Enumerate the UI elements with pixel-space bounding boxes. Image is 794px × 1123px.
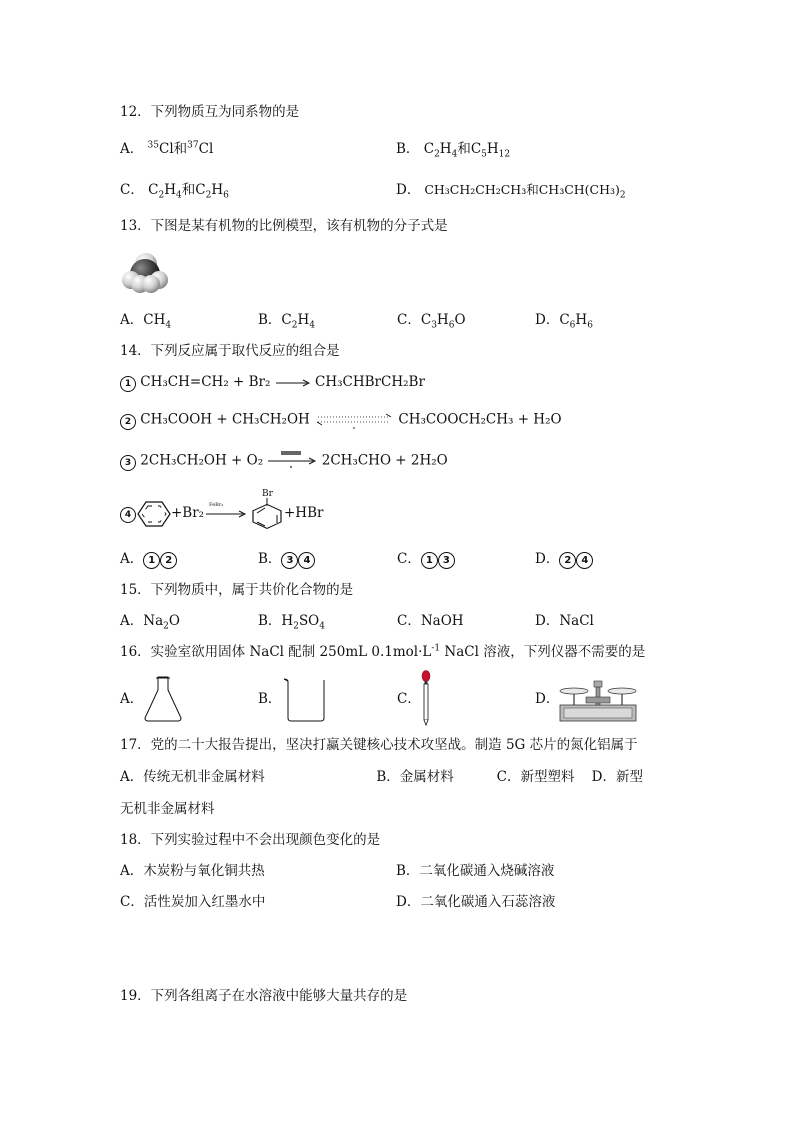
q12-stem: 12．下列物质互为同系物的是 — [120, 104, 300, 120]
q13-option-a[interactable]: A．$CH_4$ — [120, 312, 172, 331]
q16-option-d-label[interactable]: D． — [535, 691, 560, 707]
formula: $C_2H_4$ — [148, 182, 182, 201]
reaction-lhs: CH₃CH=CH₂ + Br₂ — [140, 374, 271, 390]
reaction-lhs: CH₃COOH + CH₃CH₂OH — [140, 411, 310, 428]
q14-option-d[interactable]: D． 2 4 — [535, 550, 593, 569]
q12-option-c[interactable] — [120, 181, 229, 199]
q14-option-c[interactable]: C． 1 3 — [397, 550, 455, 569]
q15-option-d[interactable]: D．NaCl — [535, 613, 594, 629]
reaction-4-rhs: +HBr — [284, 505, 324, 521]
q18-stem: 18．下列实验过程中不会出现颜色变化的是 — [120, 832, 381, 848]
q15-option-b[interactable]: B．$H_2SO_4$ — [258, 613, 325, 632]
conical-flask-icon[interactable] — [143, 676, 183, 722]
reaction-rhs: 2CH₃CHO + 2H₂O — [321, 452, 448, 469]
q16-stem: 16．实验室欲用固体 NaCl 配制 250mL $0.1mol\cdot L^{-1}$ NaCl 溶液，下列仪器不需要的是 — [120, 643, 646, 660]
q13-option-c[interactable]: C．$C_3H_6O$ — [397, 312, 466, 331]
q18-option-d[interactable]: D．二氧化碳通入石蕊溶液 — [396, 894, 556, 910]
q17-stem: 17．党的二十大报告提出，坚决打赢关键核心技术攻坚战。制造 5G 芯片的氮化铝属于 — [120, 737, 638, 753]
conjunction: 和 — [173, 141, 188, 157]
reaction-lhs: 2CH₃CH₂OH + O₂ — [140, 452, 264, 469]
q15-option-a[interactable]: A．$Na_2O$ — [120, 613, 180, 632]
q13-stem: 13．下图是某有机物的比例模型，该有机物的分子式是 — [120, 218, 448, 234]
equilibrium-arrow — [314, 409, 394, 431]
mass-number: 37 — [187, 140, 199, 151]
q17-options-line[interactable]: A．传统无机非金属材料 B．金属材料 C．新型塑料 D．新型 — [120, 769, 643, 785]
space-filling-model-image — [121, 250, 171, 294]
q13-option-d[interactable]: D．$C_6H_6$ — [535, 312, 593, 331]
subscript: 2 — [619, 190, 626, 201]
circled-number: 1 — [120, 376, 136, 392]
formula: $C_2H_4$ — [423, 141, 458, 160]
conjunction: 和 — [457, 141, 471, 157]
element: Cl — [198, 141, 214, 157]
reaction-rhs: CH₃CHBrCH₂Br — [315, 374, 425, 390]
reaction-arrow — [205, 510, 247, 518]
q14-option-a[interactable]: A． 1 2 — [120, 550, 177, 569]
q18-option-a[interactable]: A．木炭粉与氧化铜共热 — [120, 863, 265, 879]
conjunction: 和 — [181, 182, 196, 198]
reaction-4-lhs: +Br₂ — [171, 505, 205, 521]
circled-number: 4 — [120, 507, 136, 523]
reaction-rhs: CH₃COOCH₂CH₃ + H₂O — [398, 411, 562, 428]
q13-option-b[interactable]: B．$C_2H_4$ — [258, 312, 316, 331]
circled-number: 3 — [120, 455, 136, 471]
balance-scale-icon[interactable] — [556, 675, 640, 725]
formula: CH₃CH₂CH₂CH₃ — [424, 182, 527, 197]
dropper-icon[interactable] — [418, 670, 434, 726]
q12-option-b[interactable] — [396, 140, 510, 158]
q12-option-a[interactable] — [120, 140, 213, 158]
q15-option-c[interactable]: C．NaOH — [397, 613, 464, 629]
q16-option-b-label[interactable]: B． — [258, 691, 282, 707]
q12-option-d[interactable] — [396, 181, 626, 199]
bromobenzene-icon — [249, 498, 285, 530]
reaction-1 — [120, 373, 425, 392]
formula: CH₃CH(CH₃) — [538, 182, 620, 197]
option-label: D． — [396, 182, 421, 198]
reaction-3 — [120, 451, 448, 471]
reaction-arrow — [267, 451, 317, 471]
formula: $C_2H_6$ — [195, 182, 229, 201]
option-label: C． — [120, 182, 144, 198]
q19-stem: 19．下列各组离子在水溶液中能够大量共存的是 — [120, 988, 408, 1004]
q14-option-b[interactable]: B． 3 4 — [258, 550, 315, 569]
circled-number: 2 — [120, 414, 136, 430]
q18-option-c[interactable]: C．活性炭加入红墨水中 — [120, 894, 266, 910]
q15-stem: 15．下列物质中，属于共价化合物的是 — [120, 582, 354, 598]
q16-option-c-label[interactable]: C． — [397, 691, 421, 707]
q16-option-a-label[interactable]: A． — [120, 691, 144, 707]
reaction-4 — [120, 504, 136, 523]
reaction-2 — [120, 409, 562, 431]
reaction-arrow — [275, 378, 311, 388]
conjunction: 和 — [526, 182, 539, 197]
option-label: B． — [396, 141, 420, 157]
q14-stem: 14．下列反应属于取代反应的组合是 — [120, 343, 340, 359]
catalyst-label: FeBr₃ — [209, 502, 224, 508]
option-label: A． — [120, 141, 144, 157]
q18-option-b[interactable]: B．二氧化碳通入烧碱溶液 — [396, 863, 555, 879]
bromo-substituent: Br — [262, 489, 273, 499]
formula: $C_5H_{12}$ — [470, 141, 511, 160]
mass-number: 35 — [147, 140, 159, 151]
element: Cl — [159, 141, 174, 157]
benzene-ring-icon — [137, 500, 173, 528]
q17-options-wrap: 无机非金属材料 — [120, 801, 215, 817]
beaker-icon[interactable] — [282, 676, 326, 722]
